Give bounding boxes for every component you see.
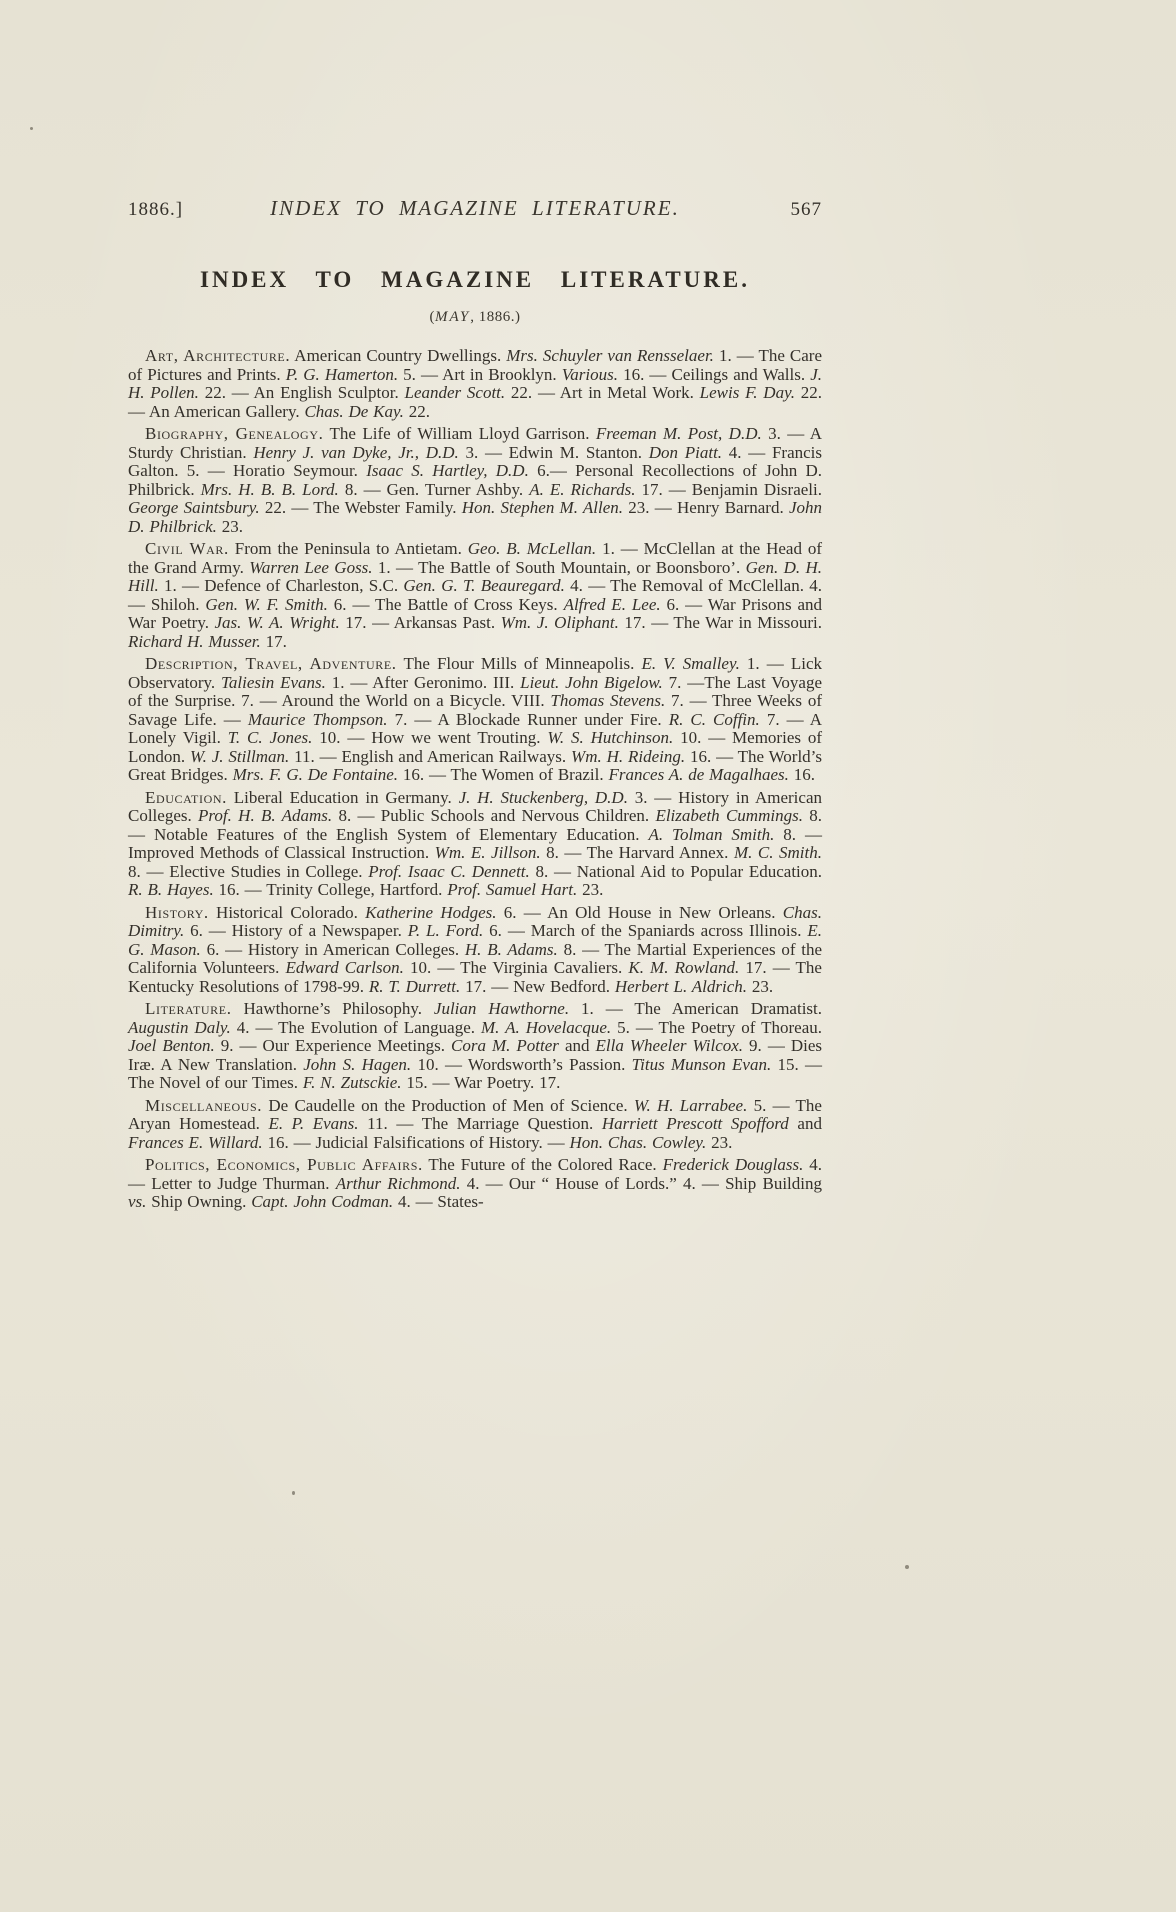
author-name: Taliesin Evans. [221,672,326,692]
author-name: H. B. Adams. [464,939,558,959]
entry-text: 17. — New Bedford. [460,976,615,996]
entry-text: Ship Owning. [146,1192,252,1211]
author-name: Prof. Samuel Hart. [447,880,578,899]
entry-text: The Life of William Lloyd Garrison. [323,424,596,443]
author-name: Geo. B. McLellan. [467,539,597,558]
author-name: John S. Hagen. [303,1054,412,1074]
entry-text: 4. — Our “ House of Lords.” 4. — Ship Building [460,1173,822,1193]
issue-date [128,309,822,326]
author-name: Gen. W. F. Smith. [205,594,328,614]
author-name: Warren Lee Goss. [249,557,373,577]
entry-text: 7. —The Last Voyage of the Surprise. 7. — Around the World on a Bicycle. VIII. [128,672,822,710]
author-name: Lieut. John Bigelow. [520,672,663,692]
scan-speck [905,1565,909,1569]
entry-text: 8. — Notable Features of the English System of Elementary Education. [128,806,822,844]
entry-text: 6. — History in American Colleges. [200,939,465,959]
entry-text: 15. —The Novel of our Times. [128,1054,822,1092]
author-name: Elizabeth Cummings. [655,806,803,825]
entry-text: 16. — The Women of Brazil. [398,765,609,784]
entry-text: 1. — The Care of Pictures and Prints. [128,346,822,384]
author-name: Katherine Hodges. [365,902,497,922]
author-name: John D. Philbrick. [128,498,823,536]
author-name: M. A. Hovelacque. [481,1017,612,1037]
entry-text: 4. — The Evolution of Language. [230,1017,482,1037]
author-name: W. H. Larrabee. [633,1095,748,1115]
entry-text: 16. — The World’s Great Bridges. [128,746,823,784]
entry-text: 23. [747,976,774,996]
author-name: J. H. Stuckenberg, D.D. [458,787,628,807]
author-name: K. M. Rowland. [628,958,740,977]
author-name: Chas. De Kay. [304,401,404,421]
author-name: Hon. Stephen M. Allen. [461,498,624,517]
author-name: R. T. Durrett. [368,976,461,996]
author-name: Harriett Prescott Spofford [601,1114,789,1133]
entry-text: 8. — Public Schools and Nervous Children. [332,806,656,825]
author-name: Titus Munson Evan. [631,1054,772,1074]
category-label: Miscellaneous. [145,1095,263,1115]
entry-text: 6.— Personal Recollections of John D. Philbrick. [128,461,822,499]
author-name: Alfred E. Lee. [563,594,661,614]
category-label: Art, Architecture. [145,346,291,365]
entry-text: 6. — An Old House in New Orleans. [496,902,783,922]
author-name: R. C. Coffin. [668,709,760,729]
author-name: Henry J. van Dyke, Jr., D.D. [253,442,459,462]
entry-text: 5. — The Aryan Homestead. [128,1095,822,1133]
author-name: Arthur Richmond. [335,1173,461,1193]
index-entries [128,347,822,1212]
entry-text: 16. [788,765,816,784]
issue-date-open: ( [429,309,436,325]
entry-text: 16. — Judicial Falsifications of History. — [262,1132,570,1152]
category-label: Literature. [145,999,232,1018]
entry-text: 3. — A Sturdy Christian. [128,424,822,462]
category-label: Civil War. [145,539,229,558]
index-entry [128,540,822,651]
entry-text: De Caudelle on the Production of Men of Science. [262,1095,634,1115]
author-name: Ella Wheeler Wilcox. [595,1036,744,1055]
author-name: Wm. H. Rideing. [571,746,686,766]
entry-text: 22. — The Webster Family. [259,498,462,517]
entry-text: 23. [706,1132,733,1152]
entry-text: 16. — Trinity College, Hartford. [213,880,448,899]
scan-speck [292,1491,295,1495]
issue-date-month: MAY [435,309,471,325]
entry-text: 8. — Improved Methods of Classical Instruction. [128,824,822,862]
entry-text: The Flour Mills of Minneapolis. [396,654,642,673]
category-label: Politics, Economics, Public Affairs. [145,1155,423,1174]
entry-text: 10. — Wordsworth’s Passion. [411,1054,632,1074]
entry-text: 22. [403,401,430,421]
index-entry [128,789,822,900]
author-name: Mrs. F. G. De Fontaine. [232,765,399,784]
author-name: Julian Hawthorne. [433,999,570,1018]
author-name: Gen. G. T. Beauregard. [403,576,565,595]
author-name: P. G. Hamerton. [285,364,399,384]
author-name: Frederick Douglass. [662,1155,804,1174]
entry-text: 1. — Lick Observatory. [128,654,822,692]
index-entry [128,904,822,997]
category-label: Biography, Genealogy. [145,424,324,443]
entry-text: 15. — War Poetry. 17. [401,1073,561,1092]
author-name: Leander Scott. [404,383,506,402]
author-name: Richard H. Musser. [128,631,261,651]
entry-text: 22. — An English Sculptor. [198,383,405,402]
entry-text: 8. — The Harvard Annex. [540,843,734,862]
author-name: R. B. Hayes. [128,880,214,899]
entry-text: 17. — The Kentucky Resolutions of 1798-99. [128,958,822,996]
entry-text: 23. — Henry Barnard. [623,498,789,517]
entry-text: 7. — A Lonely Vigil. [128,709,822,747]
author-name: Capt. John Codman. [251,1192,394,1211]
entry-text: 3. — Edwin M. Stanton. [458,442,649,462]
index-entry [128,347,822,421]
author-name: Augustin Daly. [128,1017,231,1037]
author-name: Don Piatt. [648,442,723,462]
running-header-title: INDEX TO MAGAZINE LITERATURE. [270,196,680,220]
author-name: Joel Benton. [128,1036,215,1055]
entry-text: Liberal Education in Germany. [226,787,459,807]
entry-text: 1. — The American Dramatist. [569,999,823,1018]
author-name: Isaac S. Hartley, D.D. [366,461,529,480]
entry-text: 7. — A Blockade Runner under Fire. [387,709,669,729]
entry-text: 9. — Dies Iræ. A New Translation. [128,1036,822,1074]
author-name: Frances E. Willard. [128,1132,263,1152]
entry-text: 5. — The Poetry of Thoreau. [611,1017,823,1037]
entry-text: 17. — Arkansas Past. [339,613,501,632]
entry-text: 16. — Ceilings and Walls. [617,364,811,384]
page-number: 567 [790,199,822,220]
entry-text: Hawthorne’s Philosophy. [231,999,434,1018]
author-name: Frances A. de Magalhaes. [608,765,789,784]
entry-text: 10. — Memories of London. [128,728,822,766]
author-name: Prof. Isaac C. Dennett. [368,861,530,881]
entry-text: American Country Dwellings. [290,346,507,365]
entry-text: 4. — States- [393,1192,484,1211]
author-name: Wm. J. Oliphant. [500,613,619,632]
entry-text: 17. — Benjamin Disraeli. [635,479,822,499]
author-name: E. V. Smalley. [641,654,740,673]
entry-text: 11. — English and American Railways. [289,746,572,766]
author-name: Hon. Chas. Cowley. [569,1132,707,1152]
author-name: W. S. Hutchinson. [547,728,674,747]
author-name: E. P. Evans. [268,1114,359,1133]
author-name: George Saintsbury. [128,498,260,517]
entry-text: 4. — The Removal of McClellan. 4. — Shiloh. [128,576,822,614]
entry-text: 8. — The Martial Experiences of the California Volunteers. [128,939,823,977]
entry-text: 1. — McClellan at the Head of the Grand Army. [128,539,822,577]
entry-text: 1. — After Geronimo. III. [325,672,521,692]
entry-text: 8. — Elective Studies in College. [128,861,369,881]
author-name: Chas. Dimitry. [128,902,822,940]
entry-text: 6. — The Battle of Cross Keys. [327,594,564,614]
author-name: Herbert L. Aldrich. [614,976,747,996]
running-header [128,196,822,221]
index-entry [128,655,822,785]
author-name: Thomas Stevens. [550,691,666,710]
entry-text: 22.— An American Gallery. [128,383,822,421]
author-name: Various. [561,364,618,384]
author-name: J. H. Pollen. [128,364,822,402]
entry-text: 17. [260,631,287,651]
author-name: vs. [128,1192,147,1211]
entry-text: 23. [216,516,243,536]
author-name: Prof. H. B. Adams. [198,806,333,825]
author-name: A. E. Richards. [529,479,636,499]
category-label: Education. [145,787,227,807]
entry-text: 7. — Three Weeks of Savage Life. — [128,691,822,729]
entry-text: From the Peninsula to Antietam. [228,539,468,558]
entry-text: and [788,1114,822,1133]
index-entry [128,1000,822,1093]
category-label: History. [145,902,209,922]
author-name: Edward Carlson. [285,958,404,977]
author-name: Cora M. Potter [451,1036,559,1055]
entry-text: 4. — Francis Galton. 5. — Horatio Seymour. [128,442,823,480]
entry-text: Historical Colorado. [208,902,366,922]
author-name: Mrs. Schuyler van Rensselaer. [506,346,714,365]
entry-text: 8. — Gen. Turner Ashby. [338,479,530,499]
category-label: Description, Travel, Adventure. [145,654,397,673]
entry-text: The Future of the Colored Race. [422,1155,663,1174]
entry-text: 1. — Defence of Charleston, S.C. [158,576,404,595]
entry-text: 8. — National Aid to Popular Education. [529,861,823,881]
entry-text: 10. — How we went Trouting. [312,728,548,747]
author-name: Freeman M. Post, D.D. [595,424,762,443]
entry-text: and [558,1036,596,1055]
page-title: INDEX TO MAGAZINE LITERATURE. [200,267,750,292]
author-name: M. C. Smith. [733,843,822,862]
author-name: Lewis F. Day. [699,383,795,402]
entry-text: 6. — March of the Spaniards across Illinois. [483,921,808,940]
index-entry [128,1156,822,1212]
index-entry [128,1097,822,1153]
author-name: T. C. Jones. [227,728,313,747]
author-name: Maurice Thompson. [247,709,388,729]
author-name: P. L. Ford. [407,921,484,940]
entry-text: 1. — The Battle of South Mountain, or Boonsboro’. [372,557,746,577]
entry-text: 5. — Art in Brooklyn. [398,364,562,384]
author-name: W. J. Stillman. [190,746,290,766]
issue-date-rest: , 1886.) [470,309,521,325]
author-name: A. Tolman Smith. [648,824,775,844]
entry-text: 6. — War Prisons and War Poetry. [128,594,822,632]
author-name: Mrs. H. B. B. Lord. [200,479,339,499]
entry-text: 6. — History of a Newspaper. [184,921,408,940]
entry-text: 10. — The Virginia Cavaliers. [403,958,629,977]
entry-text: 3. — History in American Colleges. [128,787,822,825]
page-content [128,196,822,1216]
entry-text: 4. — Letter to Judge Thurman. [128,1155,822,1193]
author-name: F. N. Zutsckie. [302,1073,402,1092]
running-header-year: 1886.] [128,199,184,220]
author-name: E. G. Mason. [128,921,822,959]
author-name: Jas. W. A. Wright. [214,613,340,632]
author-name: Wm. E. Jillson. [434,843,541,862]
entry-text: 11. — The Marriage Question. [358,1114,602,1133]
index-entry [128,425,822,536]
entry-text: 9. — Our Experience Meetings. [214,1036,452,1055]
author-name: Gen. D. H. Hill. [128,557,822,595]
entry-text: 17. — The War in Missouri. [618,613,822,632]
entry-text: 23. [577,880,604,899]
entry-text: 22. — Art in Metal Work. [505,383,700,402]
scan-speck [30,127,33,130]
